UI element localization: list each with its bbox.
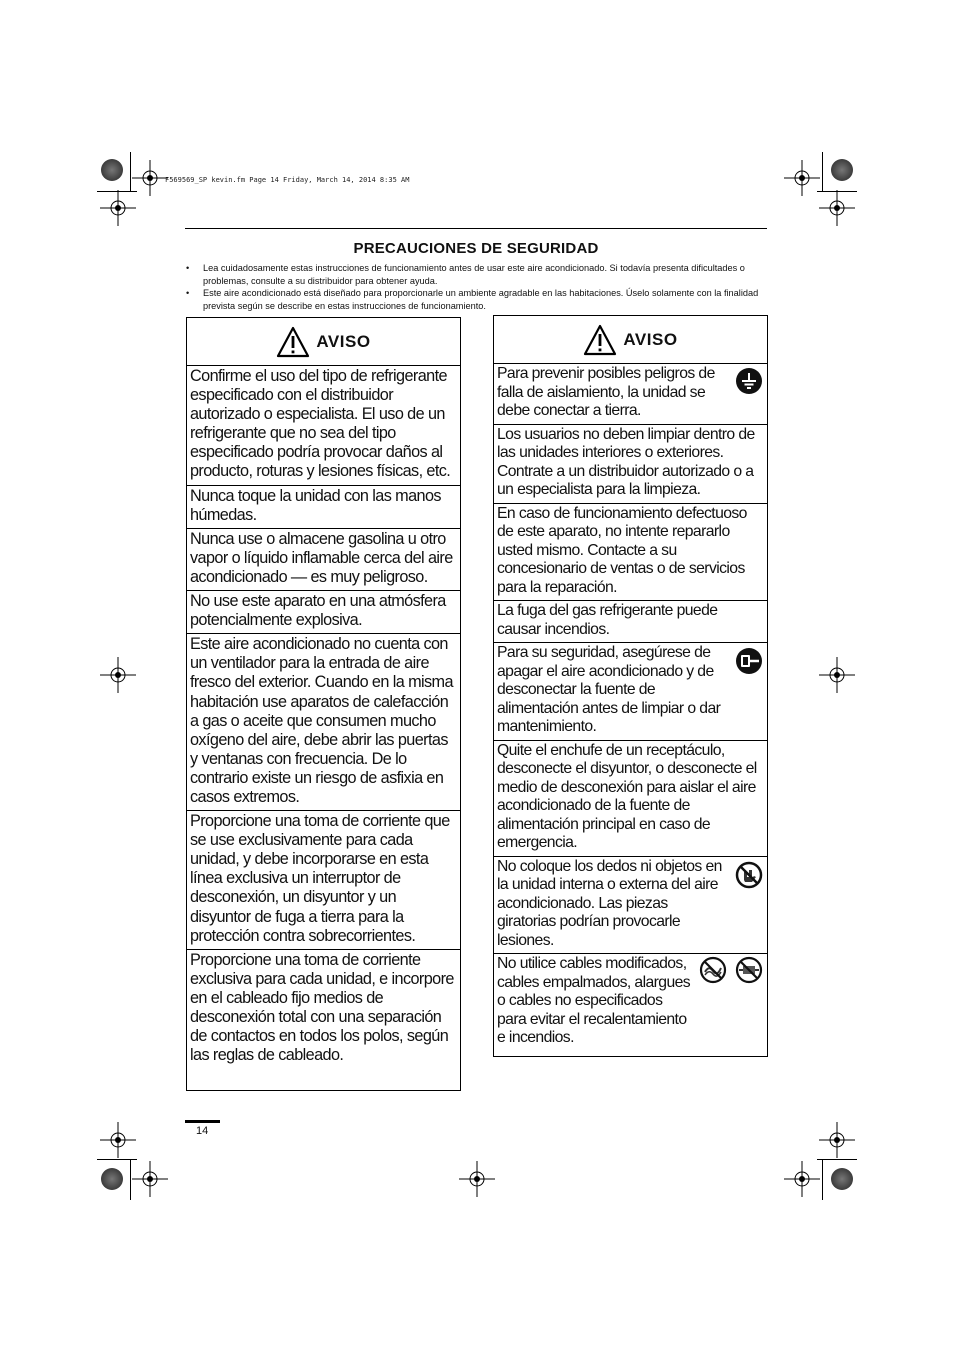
intro-item: [186, 262, 770, 287]
warning-item: [494, 425, 767, 504]
unplug-icon: [735, 647, 763, 675]
warning-box-right: [493, 315, 768, 1057]
warning-text: Para prevenir posibles peligros de falla de aislamiento, la unidad se debe conectar a tierra.: [497, 365, 715, 419]
warning-item: [494, 504, 767, 602]
no-fingers-icon: [735, 861, 763, 889]
warning-label: AVISO: [316, 331, 371, 351]
warning-text: Proporcione una toma de corriente que se use exclusivamente para cada unidad, y debe incorporarse en esta línea exclusiva un interruptor de desconexión, un disyuntor y un disyuntor de fuga a tierra para la protección contra sobrecorrientes.: [190, 812, 450, 945]
no-extension-cable-icon: [735, 956, 763, 984]
warning-label: AVISO: [623, 329, 678, 349]
intro-item: [186, 287, 770, 312]
warning-triangle-icon: [276, 326, 310, 358]
crop-line: [130, 152, 131, 192]
crosshair-mark: [459, 1161, 495, 1197]
crosshair-mark: [819, 657, 855, 693]
top-rule: [185, 228, 767, 229]
warning-item: [187, 950, 460, 1069]
warning-text: No use este aparato en una atmósfera potencialmente explosiva.: [190, 592, 446, 630]
warning-text: No coloque los dedos ni objetos en la unidad interna o externa del aire acondicionado. Las piezas giratorias podrían provocarle lesiones.: [497, 857, 722, 949]
registration-rosette-top-left: [101, 159, 123, 181]
page-number-rule: [185, 1120, 220, 1123]
intro-text: Lea cuidadosamente estas instrucciones de funcionamiento antes de usar este aire acondicionado. Si todavía presenta dificultades o problemas, consulte a su distribuidor para obtener ayuda.: [203, 263, 745, 286]
crop-line: [822, 1160, 823, 1200]
bullet: •: [186, 263, 190, 273]
warning-item: [187, 366, 460, 486]
no-modified-cable-icon: [699, 956, 727, 984]
warning-item: [187, 529, 460, 591]
crop-line: [97, 1159, 137, 1160]
file-stamp: F569569_SP kevin.fm Page 14 Friday, March 14, 2014 8:35 AM: [165, 176, 410, 184]
registration-rosette-top-right: [831, 159, 853, 181]
warning-item: [187, 591, 460, 634]
warning-item: [494, 741, 767, 857]
crosshair-mark: [100, 190, 136, 226]
registration-rosette-bottom-left: [101, 1168, 123, 1190]
page-number: 14: [196, 1125, 209, 1137]
warning-item: [494, 364, 767, 425]
crosshair-mark: [100, 1122, 136, 1158]
registration-rosette-bottom-right: [831, 1168, 853, 1190]
intro-list: [186, 262, 770, 312]
crop-line: [97, 191, 137, 192]
warning-text: Este aire acondicionado no cuenta con un ventilador para la entrada de aire fresco del exterior. Cuando en la misma habitación use aparatos de calefacción a gas o aceite que consumen mucho oxígeno del aire, debe abrir las puertas y ventanas con frecuencia. De lo contrario existe un riesgo de asfixia en casos extremos.: [190, 635, 453, 806]
page-title: PRECAUCIONES DE SEGURIDAD: [353, 240, 599, 257]
warning-text: Nunca toque la unidad con las manos húmedas.: [190, 486, 441, 524]
crosshair-mark: [819, 190, 855, 226]
warning-triangle-icon: [583, 324, 617, 356]
ground-icon: [735, 367, 763, 395]
crop-line: [130, 1160, 131, 1200]
crosshair-mark: [100, 657, 136, 693]
crosshair-mark: [132, 160, 168, 196]
warning-item: [494, 601, 767, 643]
crosshair-mark: [819, 1122, 855, 1158]
warning-text: La fuga del gas refrigerante puede causar incendios.: [497, 602, 718, 638]
warning-item: [494, 643, 767, 741]
warning-box-left: [186, 317, 461, 1091]
crosshair-mark: [784, 1161, 820, 1197]
warning-header: [494, 316, 767, 364]
warning-text: Confirme el uso del tipo de refrigerante especificado con el distribuidor autorizado o especialista. El uso de un refrigerante que no sea del tipo especificado podría provocar daños al producto, roturas y lesiones físicas, etc.: [190, 367, 451, 481]
warning-text: Proporcione una toma de corriente exclusiva para cada unidad, e incorpore en el cableado fijo medios de desconexión total con una separación de contactos en todos los polos, según las reglas de cableado.: [190, 950, 454, 1065]
crop-line: [817, 191, 857, 192]
warning-item: [187, 634, 460, 811]
warning-text: Los usuarios no deben limpiar dentro de las unidades interiores o exteriores. Contrate a un distribuidor autorizado o a un especialista para la limpieza.: [497, 425, 755, 498]
warning-text: Para su seguridad, asegúrese de apagar el aire acondicionado y de desconectar la fuente de alimentación antes de limpiar o dar mantenimiento.: [497, 644, 721, 735]
warning-header: [187, 318, 460, 366]
bullet: •: [186, 288, 190, 298]
warning-text: Nunca use o almacene gasolina u otro vapor o líquido inflamable cerca del aire acondicionado — es muy peligroso.: [190, 529, 453, 586]
warning-item: [494, 857, 767, 955]
warning-item: [187, 811, 460, 950]
warning-item: [494, 954, 767, 1051]
warning-text: No utilice cables modificados, cables empalmados, alargues o cables no especificados para evitar el recalentamiento e incendios.: [497, 955, 691, 1046]
warning-item: [187, 486, 460, 529]
intro-text: Este aire acondicionado está diseñado para proporcionarle un ambiente agradable en las habitaciones. Úselo solamente con la finalidad prevista según se describe en estas instrucciones de funcionamiento.: [203, 288, 759, 311]
warning-text: En caso de funcionamiento defectuoso de este aparato, no intente repararlo usted mismo. Contacte a su concesionario de ventas o de servicios para la reparación.: [497, 504, 747, 596]
crosshair-mark: [784, 160, 820, 196]
crop-line: [822, 152, 823, 192]
crosshair-mark: [132, 1161, 168, 1197]
warning-text: Quite el enchufe de un receptáculo, desconecte el disyuntor, o desconecte el medio de desconexión para aislar el aire acondicionado de la fuente de alimentación principal en caso de emergencia.: [497, 741, 757, 851]
crop-line: [817, 1159, 857, 1160]
